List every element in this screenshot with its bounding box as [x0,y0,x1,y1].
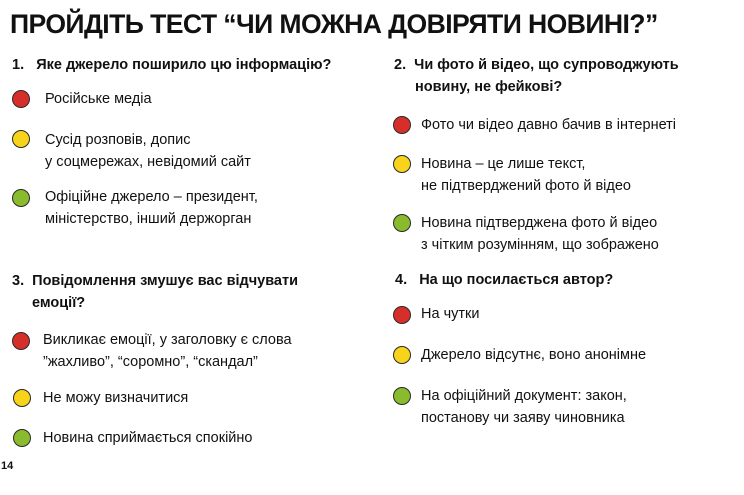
question-4-number: 4. [395,272,408,288]
question-4-heading [395,269,613,291]
green-circle-icon [13,429,31,447]
question-1-option-green: Офіційне джерело – президент, міністерство, інший держорган [45,189,258,227]
question-2-option-red: Фото чи відео давно бачив в інтернеті [421,117,677,133]
question-2-option-yellow: Новина – це лише текст, не підтверджений фото й відео [421,156,631,194]
yellow-circle-icon [12,130,30,148]
question-3-option-red: Викликає емоції, у заголовку є слова ”жахливо”, “соромно”, “скандал” [43,332,292,370]
question-3-text-line-1: Повідомлення змушує вас відчувати [32,273,299,289]
yellow-circle-icon [393,155,411,173]
question-3-number: 3. [12,273,25,289]
question-2-text-line-2: новину, не фейкові? [415,79,563,95]
question-4-option-green: На офіційний документ: закон, постанову чи заяву чиновника [421,388,627,426]
question-1-number: 1. [12,57,25,73]
red-circle-icon [12,90,30,108]
question-1-heading [12,54,331,76]
red-circle-icon [12,332,30,350]
question-3-text-line-2: емоції? [32,295,86,311]
question-2-number: 2. [394,57,407,73]
question-1-option-red: Російське медіа [45,91,152,107]
yellow-circle-icon [13,389,31,407]
question-1-text: Яке джерело поширило цю інформацію? [36,57,332,73]
question-3-heading [12,270,298,314]
question-2-text-line-1: Чи фото й відео, що супроводжують [414,57,679,73]
question-4-text: На що посилається автор? [419,272,614,288]
question-4-option-red: На чутки [421,306,480,322]
question-1-option-yellow: Сусід розповів, допис у соцмережах, невідомий сайт [45,132,251,170]
red-circle-icon [393,306,411,324]
green-circle-icon [393,214,411,232]
red-circle-icon [393,116,411,134]
question-2-heading [394,54,679,98]
green-circle-icon [12,189,30,207]
question-4-option-yellow: Джерело відсутнє, воно анонімне [421,347,647,363]
question-2-option-green: Новина підтверджена фото й відео з чітким розумінням, що зображено [421,215,659,253]
question-3-option-yellow: Не можу визначитися [43,390,189,406]
yellow-circle-icon [393,346,411,364]
question-3-option-green: Новина сприймається спокійно [43,430,253,446]
green-circle-icon [393,387,411,405]
page-number: 14 [1,460,14,472]
page-title: ПРОЙДІТЬ ТЕСТ “ЧИ МОЖНА ДОВІРЯТИ НОВИНІ?” [10,9,658,39]
